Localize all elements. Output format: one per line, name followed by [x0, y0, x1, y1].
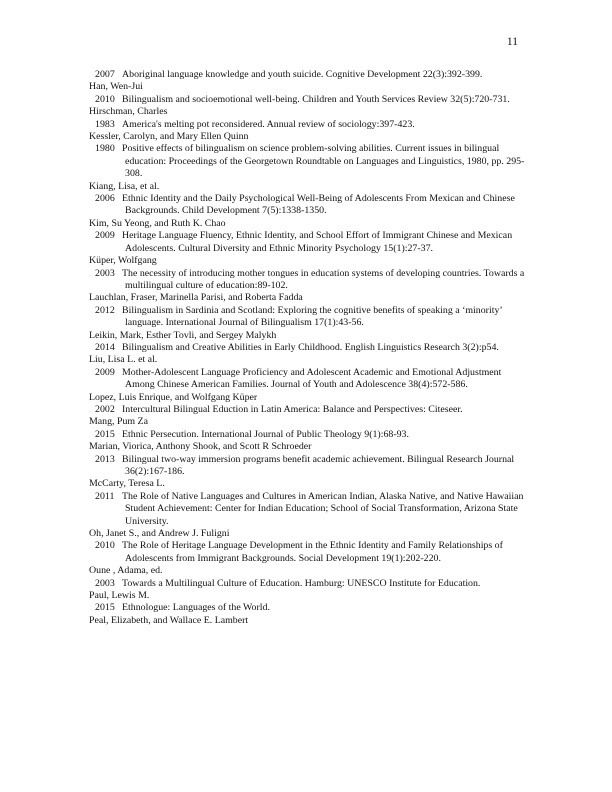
reference-entry [95, 230, 529, 255]
reference-text: Mother-Adolescent Language Proficiency and Adolescent Academic and Emotional Adjustment Among Chinese American Families. Journal of Youth and Adolescence 38(4):572-586. [122, 366, 502, 391]
reference-group [89, 478, 529, 528]
reference-year: 2010 [95, 540, 115, 552]
reference-text: Ethnic Persecution. International Journal of Public Theology 9(1):68-93. [122, 428, 409, 440]
reference-entry [95, 69, 529, 81]
reference-author: Lopez, Luis Enrique, and Wolfgang Küper [89, 391, 258, 403]
reference-author: Kessler, Carolyn, and Mary Ellen Quinn [89, 131, 249, 143]
reference-group [89, 392, 529, 417]
reference-text: Aboriginal language knowledge and youth suicide. Cognitive Development 22(3):392-399. [122, 69, 483, 80]
reference-author: Han, Wen-Jui [89, 81, 143, 93]
reference-year: 2002 [95, 403, 115, 415]
page-number: 11 [506, 36, 518, 48]
reference-entry [95, 119, 529, 131]
reference-author: Hirschman, Charles [89, 106, 168, 118]
reference-text: The Role of Native Languages and Cultures in American Indian, Alaska Native, and Native Hawaiian Student Achievement: Center for Indian Education; School of Social Transformation, Arizona State University. [122, 490, 524, 527]
reference-year: 2015 [95, 428, 115, 440]
reference-year: 2012 [95, 304, 115, 316]
reference-author: Peal, Elizabeth, and Wallace E. Lambert [89, 614, 249, 626]
reference-group [89, 131, 529, 181]
reference-entry [95, 540, 529, 565]
reference-group [89, 565, 529, 590]
reference-author: Kiang, Lisa, et al. [89, 180, 160, 192]
reference-entry [95, 602, 529, 614]
reference-group [89, 255, 529, 292]
reference-text: Ethnologue: Languages of the World. [122, 602, 270, 614]
reference-year: 2015 [95, 602, 115, 614]
reference-text: Heritage Language Fluency, Ethnic Identity, and School Effort of Immigrant Chinese and Mexican Adolescents. Cultural Diversity and Ethnic Minority Psychology 15(1):27-37. [122, 230, 513, 254]
reference-author: McCarty, Teresa L. [89, 478, 165, 490]
reference-entry [95, 429, 529, 441]
reference-year: 2014 [95, 341, 115, 353]
reference-author: Paul, Lewis M. [89, 590, 150, 602]
reference-year: 1980 [95, 143, 115, 155]
reference-entry [95, 342, 529, 354]
reference-group [89, 81, 529, 106]
reference-year: 2003 [95, 577, 115, 589]
reference-entry [95, 268, 529, 293]
reference-group [89, 292, 529, 329]
reference-year: 2011 [95, 490, 115, 502]
reference-year: 2010 [95, 93, 115, 105]
reference-entry [95, 454, 529, 479]
reference-text: Positive effects of bilingualism on science problem-solving abilities. Current issues in bilingual education: Proceedings of the Georgetown Roundtable on Languages and Linguistics, 1980, pp. 295-308. [122, 143, 525, 180]
reference-entry [95, 94, 529, 106]
reference-entry [95, 367, 529, 392]
reference-author: Lauchlan, Fraser, Marinella Parisi, and Roberta Fadda [89, 292, 303, 304]
reference-year: 2007 [95, 69, 115, 80]
reference-text: Intercultural Bilingual Eduction in Latin America: Balance and Perspectives: Citeseer. [122, 403, 463, 415]
reference-year: 2009 [95, 230, 115, 242]
reference-group [89, 181, 529, 218]
reference-year: 2003 [95, 267, 115, 279]
reference-year: 2009 [95, 366, 115, 378]
reference-year: 2013 [95, 453, 115, 465]
reference-author: Oh, Janet S., and Andrew J. Fuligni [89, 528, 230, 540]
reference-entry [95, 404, 529, 416]
reference-group [89, 354, 529, 391]
reference-text: Ethnic Identity and the Daily Psychological Well-Being of Adolescents From Mexican and Chinese Backgrounds. Child Development 7(5):1338-1350. [122, 193, 515, 217]
reference-text: America's melting pot reconsidered. Annual review of sociology:397-423. [122, 118, 415, 130]
reference-text: Bilingualism and Creative Abilities in Early Childhood. English Linguistics Research 3(2):p54. [122, 341, 499, 353]
reference-text: Bilingualism and socioemotional well-being. Children and Youth Services Review 32(5):720-731. [122, 93, 510, 105]
reference-author: Leikin, Mark, Esther Tovli, and Sergey Malykh [89, 329, 277, 341]
reference-entry [95, 143, 529, 180]
reference-author: Oune , Adama, ed. [89, 565, 163, 577]
reference-author: Küper, Wolfgang [89, 255, 157, 267]
reference-entry [95, 491, 529, 528]
reference-text: Bilingual two-way immersion programs benefit academic achievement. Bilingual Research Journal 36(2):167-186. [122, 453, 515, 477]
reference-group [89, 106, 529, 131]
reference-author: Kim, Su Yeong, and Ruth K. Chao [89, 217, 226, 229]
reference-group [89, 590, 529, 615]
reference-group [89, 441, 529, 478]
reference-list [89, 69, 529, 627]
reference-group [89, 69, 529, 81]
reference-group [89, 416, 529, 441]
reference-group [89, 330, 529, 355]
reference-group [89, 218, 529, 255]
reference-author: Mang, Pum Za [89, 416, 148, 428]
reference-entry [95, 305, 529, 330]
reference-group [89, 615, 529, 627]
reference-entry [95, 578, 529, 590]
reference-year: 1983 [95, 118, 115, 130]
reference-text: Bilingualism in Sardinia and Scotland: Exploring the cognitive benefits of speaking a ‘minority’ language. International Journal of Bilingualism 17(1):43-56. [122, 304, 502, 329]
reference-text: Towards a Multilingual Culture of Education. Hamburg: UNESCO Institute for Education. [122, 577, 481, 589]
reference-year: 2006 [95, 193, 115, 205]
reference-entry [95, 193, 529, 218]
reference-group [89, 528, 529, 565]
reference-text: The necessity of introducing mother tongues in education systems of developing countries. Towards a multilingual culture of education:89-102. [122, 267, 525, 291]
reference-author: Liu, Lisa L. et al. [89, 354, 158, 366]
reference-author: Marian, Viorica, Anthony Shook, and Scott R Schroeder [89, 441, 312, 453]
reference-text: The Role of Heritage Language Development in the Ethnic Identity and Family Relationships of Adolescents from Immigrant Backgrounds. Social Development 19(1):202-220. [122, 540, 503, 564]
